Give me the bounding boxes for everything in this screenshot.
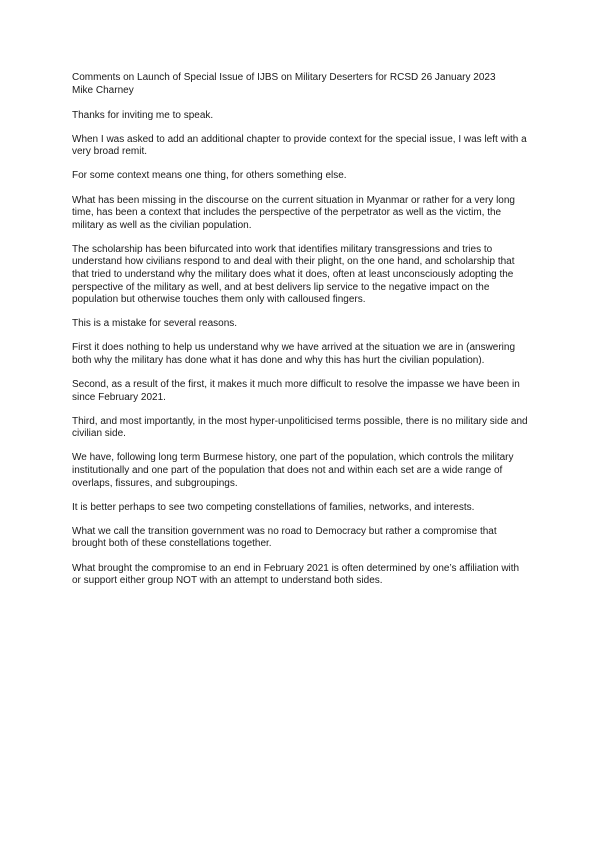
paragraph: Second, as a result of the first, it makes it much more difficult to resolve the impasse we have been in since February 2021. [72, 379, 520, 403]
paragraph: What has been missing in the discourse on the current situation in Myanmar or rather for a very long time, has been a context that includes the perspective of the perpetrator as well as the victim, the military as well as the civilian population. [72, 194, 515, 231]
document-body [72, 72, 530, 599]
paragraph: When I was asked to add an additional chapter to provide context for the special issue, I was left with a very broad remit. [72, 133, 527, 158]
paragraph: For some context means one thing, for others something else. [72, 170, 347, 182]
document-title: Comments on Launch of Special Issue of IJBS on Military Deserters for RCSD 26 January 2023 [72, 72, 496, 83]
paragraph: Third, and most importantly, in the most hyper-unpoliticised terms possible, there is no military side and civilian side. [72, 415, 528, 440]
paragraph: We have, following long term Burmese history, one part of the population, which controls the military institutionally and one part of the population that does not and within each set are a wide range of overlaps, fissures, and subgroupings. [72, 452, 514, 489]
document-header [72, 72, 530, 97]
document-author: Mike Charney [72, 84, 134, 96]
paragraph: First it does nothing to help us understand why we have arrived at the situation we are in (answering both why the military has done what it has done and why this has hurt the civilian population). [72, 342, 516, 366]
paragraph: What brought the compromise to an end in February 2021 is often determined by one’s affiliation with or support either group NOT with an attempt to understand both sides. [72, 562, 520, 587]
paragraph: The scholarship has been bifurcated into work that identifies military transgressions and tries to understand how civilians respond to and deal with their plight, on the one hand, and scholarship that that tried to understand why the military does what it does, often at least unconsciously adopting the perspective of the military as well, and at best delivers lip service to the negative impact on the population but otherwise touches them only with calloused fingers. [72, 243, 515, 306]
paragraph: This is a mistake for several reasons. [72, 318, 238, 330]
paragraph: Thanks for inviting me to speak. [72, 109, 214, 121]
paragraph: It is better perhaps to see two competing constellations of families, networks, and interests. [72, 501, 475, 513]
paragraph: What we call the transition government was no road to Democracy but rather a compromise that brought both of these constellations together. [72, 525, 497, 550]
